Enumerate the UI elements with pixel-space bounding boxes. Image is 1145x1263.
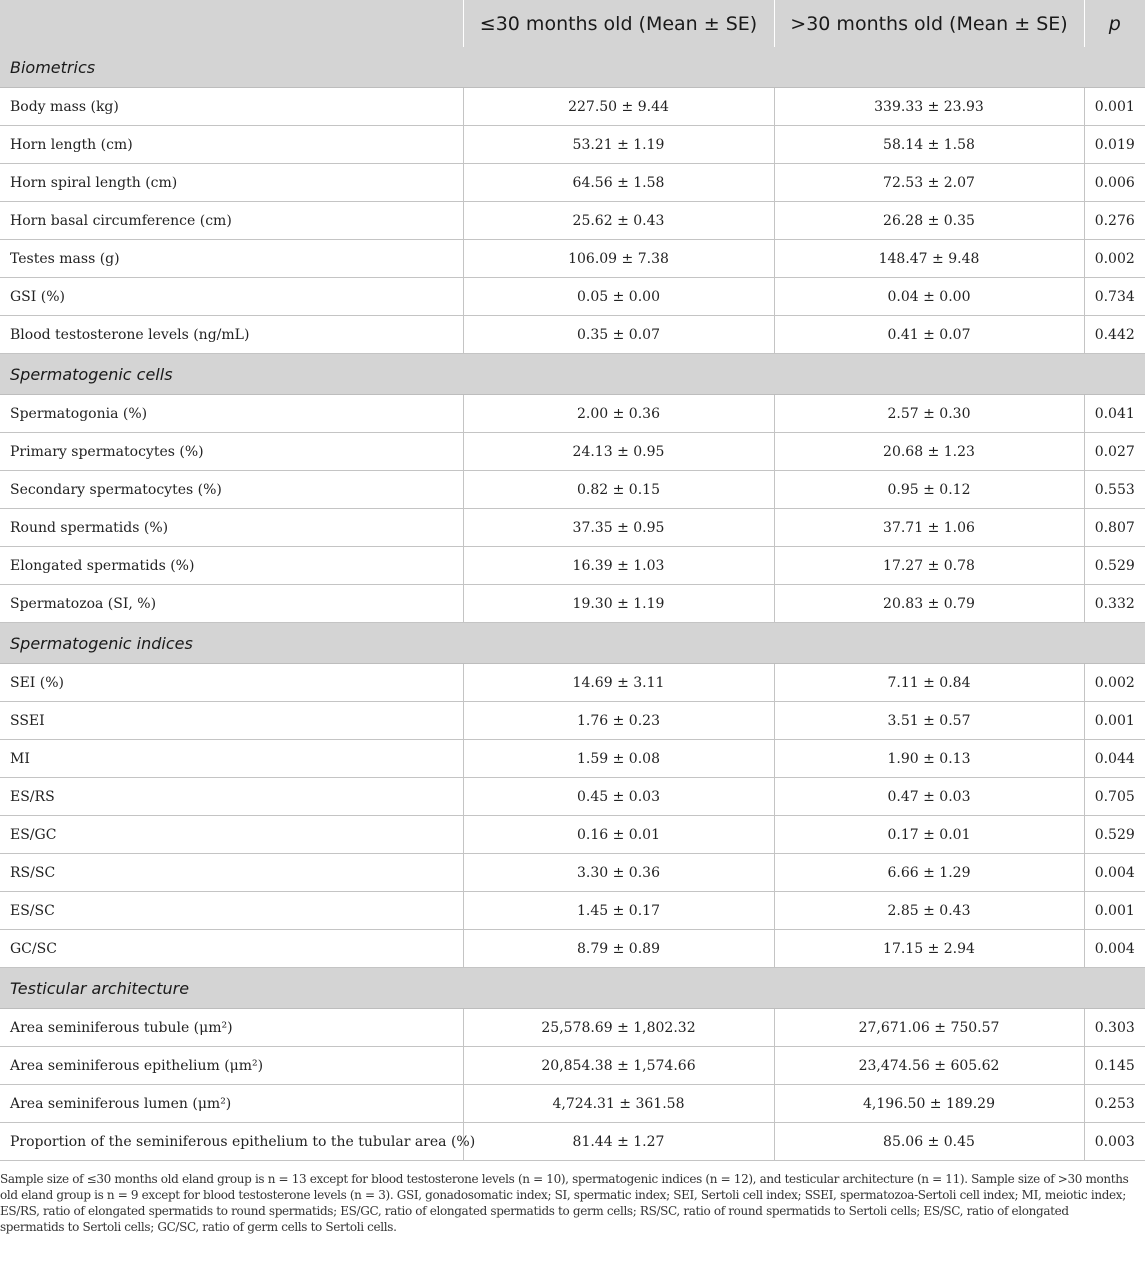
- row-label: Blood testosterone levels (ng/mL): [0, 316, 463, 354]
- row-label: Area seminiferous epithelium (μm²): [0, 1047, 463, 1085]
- section-title: Testicular architecture: [0, 968, 1145, 1009]
- p-value: 0.442: [1084, 316, 1145, 354]
- row-label: Primary spermatocytes (%): [0, 433, 463, 471]
- old-group-value: 7.11 ± 0.84: [774, 664, 1084, 702]
- header-label-column: [0, 0, 463, 47]
- old-group-value: 0.95 ± 0.12: [774, 471, 1084, 509]
- header-old-group: >30 months old (Mean ± SE): [774, 0, 1084, 47]
- young-group-value: 3.30 ± 0.36: [463, 854, 774, 892]
- row-label: ES/RS: [0, 778, 463, 816]
- p-value: 0.529: [1084, 816, 1145, 854]
- table-body: [0, 47, 1145, 1161]
- row-label: Elongated spermatids (%): [0, 547, 463, 585]
- row-label: Horn spiral length (cm): [0, 164, 463, 202]
- table-row: [0, 740, 1145, 778]
- old-group-value: 2.85 ± 0.43: [774, 892, 1084, 930]
- table-row: [0, 88, 1145, 126]
- table-row: [0, 930, 1145, 968]
- row-label: Horn basal circumference (cm): [0, 202, 463, 240]
- p-value: 0.041: [1084, 395, 1145, 433]
- row-label: Spermatozoa (SI, %): [0, 585, 463, 623]
- section-title: Spermatogenic indices: [0, 623, 1145, 664]
- young-group-value: 0.82 ± 0.15: [463, 471, 774, 509]
- row-label: ES/GC: [0, 816, 463, 854]
- table-row: [0, 240, 1145, 278]
- row-label: Body mass (kg): [0, 88, 463, 126]
- p-value: 0.001: [1084, 892, 1145, 930]
- p-value: 0.001: [1084, 88, 1145, 126]
- young-group-value: 8.79 ± 0.89: [463, 930, 774, 968]
- row-label: ES/SC: [0, 892, 463, 930]
- header-p-value: p: [1084, 0, 1145, 47]
- row-label: RS/SC: [0, 854, 463, 892]
- table-row: [0, 664, 1145, 702]
- table-row: [0, 202, 1145, 240]
- p-value: 0.276: [1084, 202, 1145, 240]
- old-group-value: 37.71 ± 1.06: [774, 509, 1084, 547]
- p-value: 0.002: [1084, 240, 1145, 278]
- young-group-value: 0.05 ± 0.00: [463, 278, 774, 316]
- p-value: 0.019: [1084, 126, 1145, 164]
- table-row: [0, 816, 1145, 854]
- table-row: [0, 702, 1145, 740]
- young-group-value: 0.45 ± 0.03: [463, 778, 774, 816]
- table-row: [0, 854, 1145, 892]
- section-header-row: [0, 968, 1145, 1009]
- old-group-value: 1.90 ± 0.13: [774, 740, 1084, 778]
- row-label: MI: [0, 740, 463, 778]
- p-value: 0.004: [1084, 854, 1145, 892]
- table-row: [0, 316, 1145, 354]
- old-group-value: 85.06 ± 0.45: [774, 1123, 1084, 1161]
- row-label: SEI (%): [0, 664, 463, 702]
- table-row: [0, 778, 1145, 816]
- p-value: 0.001: [1084, 702, 1145, 740]
- section-header-row: [0, 47, 1145, 88]
- row-label: Proportion of the seminiferous epithelium to the tubular area (%): [0, 1123, 463, 1161]
- table-row: [0, 1047, 1145, 1085]
- old-group-value: 58.14 ± 1.58: [774, 126, 1084, 164]
- young-group-value: 14.69 ± 3.11: [463, 664, 774, 702]
- table-row: [0, 1009, 1145, 1047]
- table-footnote: Sample size of ≤30 months old eland group is n = 13 except for blood testosterone levels (n = 10), spermatogenic indices (n = 12), and testicular architecture (n = 11). Sample size of >30 months old eland group is n = 9 except for blood testosterone levels (n = 3). GSI, gonadosomatic index; SI, spermatic index; SEI, Sertoli cell index; SSEI, spermatozoa-Sertoli cell index; MI, meiotic index; ES/RS, ratio of elongated spermatids to round spermatids; ES/GC, ratio of elongated spermatids to germ cells; RS/SC, ratio of round spermatids to Sertoli cells; ES/SC, ratio of elongated spermatids to Sertoli cells; GC/SC, ratio of germ cells to Sertoli cells.: [0, 1172, 1129, 1234]
- old-group-value: 4,196.50 ± 189.29: [774, 1085, 1084, 1123]
- row-label: Spermatogonia (%): [0, 395, 463, 433]
- row-label: GSI (%): [0, 278, 463, 316]
- young-group-value: 81.44 ± 1.27: [463, 1123, 774, 1161]
- young-group-value: 1.76 ± 0.23: [463, 702, 774, 740]
- p-value: 0.044: [1084, 740, 1145, 778]
- old-group-value: 0.17 ± 0.01: [774, 816, 1084, 854]
- row-label: SSEI: [0, 702, 463, 740]
- old-group-value: 6.66 ± 1.29: [774, 854, 1084, 892]
- table-row: [0, 433, 1145, 471]
- old-group-value: 23,474.56 ± 605.62: [774, 1047, 1084, 1085]
- young-group-value: 1.45 ± 0.17: [463, 892, 774, 930]
- young-group-value: 53.21 ± 1.19: [463, 126, 774, 164]
- old-group-value: 148.47 ± 9.48: [774, 240, 1084, 278]
- young-group-value: 0.16 ± 0.01: [463, 816, 774, 854]
- p-value: 0.003: [1084, 1123, 1145, 1161]
- young-group-value: 37.35 ± 0.95: [463, 509, 774, 547]
- row-label: Round spermatids (%): [0, 509, 463, 547]
- section-header-row: [0, 354, 1145, 395]
- young-group-value: 19.30 ± 1.19: [463, 585, 774, 623]
- old-group-value: 17.27 ± 0.78: [774, 547, 1084, 585]
- row-label: Area seminiferous lumen (μm²): [0, 1085, 463, 1123]
- young-group-value: 20,854.38 ± 1,574.66: [463, 1047, 774, 1085]
- p-value: 0.006: [1084, 164, 1145, 202]
- old-group-value: 3.51 ± 0.57: [774, 702, 1084, 740]
- young-group-value: 1.59 ± 0.08: [463, 740, 774, 778]
- young-group-value: 24.13 ± 0.95: [463, 433, 774, 471]
- p-value: 0.002: [1084, 664, 1145, 702]
- row-label: Secondary spermatocytes (%): [0, 471, 463, 509]
- table-row: [0, 395, 1145, 433]
- young-group-value: 0.35 ± 0.07: [463, 316, 774, 354]
- table-row: [0, 892, 1145, 930]
- p-value: 0.807: [1084, 509, 1145, 547]
- table-header: [0, 0, 1145, 47]
- p-value: 0.553: [1084, 471, 1145, 509]
- p-value: 0.027: [1084, 433, 1145, 471]
- young-group-value: 64.56 ± 1.58: [463, 164, 774, 202]
- p-value: 0.332: [1084, 585, 1145, 623]
- old-group-value: 20.83 ± 0.79: [774, 585, 1084, 623]
- young-group-value: 4,724.31 ± 361.58: [463, 1085, 774, 1123]
- old-group-value: 20.68 ± 1.23: [774, 433, 1084, 471]
- old-group-value: 339.33 ± 23.93: [774, 88, 1084, 126]
- old-group-value: 2.57 ± 0.30: [774, 395, 1084, 433]
- row-label: Testes mass (g): [0, 240, 463, 278]
- old-group-value: 27,671.06 ± 750.57: [774, 1009, 1084, 1047]
- section-title: Spermatogenic cells: [0, 354, 1145, 395]
- table-row: [0, 126, 1145, 164]
- table-row: [0, 547, 1145, 585]
- old-group-value: 72.53 ± 2.07: [774, 164, 1084, 202]
- table-row: [0, 471, 1145, 509]
- young-group-value: 106.09 ± 7.38: [463, 240, 774, 278]
- young-group-value: 2.00 ± 0.36: [463, 395, 774, 433]
- p-value: 0.145: [1084, 1047, 1145, 1085]
- table-row: [0, 585, 1145, 623]
- p-value: 0.529: [1084, 547, 1145, 585]
- row-label: Area seminiferous tubule (μm²): [0, 1009, 463, 1047]
- table-row: [0, 278, 1145, 316]
- table-row: [0, 164, 1145, 202]
- header-row: [0, 0, 1145, 47]
- table-row: [0, 1085, 1145, 1123]
- young-group-value: 25,578.69 ± 1,802.32: [463, 1009, 774, 1047]
- p-value: 0.303: [1084, 1009, 1145, 1047]
- p-value: 0.705: [1084, 778, 1145, 816]
- old-group-value: 0.47 ± 0.03: [774, 778, 1084, 816]
- p-value: 0.253: [1084, 1085, 1145, 1123]
- p-value: 0.004: [1084, 930, 1145, 968]
- header-young-group: ≤30 months old (Mean ± SE): [463, 0, 774, 47]
- section-title: Biometrics: [0, 47, 1145, 88]
- row-label: GC/SC: [0, 930, 463, 968]
- old-group-value: 0.04 ± 0.00: [774, 278, 1084, 316]
- table-row: [0, 1123, 1145, 1161]
- young-group-value: 25.62 ± 0.43: [463, 202, 774, 240]
- old-group-value: 26.28 ± 0.35: [774, 202, 1084, 240]
- section-header-row: [0, 623, 1145, 664]
- table-row: [0, 509, 1145, 547]
- row-label: Horn length (cm): [0, 126, 463, 164]
- young-group-value: 227.50 ± 9.44: [463, 88, 774, 126]
- old-group-value: 0.41 ± 0.07: [774, 316, 1084, 354]
- young-group-value: 16.39 ± 1.03: [463, 547, 774, 585]
- old-group-value: 17.15 ± 2.94: [774, 930, 1084, 968]
- p-value: 0.734: [1084, 278, 1145, 316]
